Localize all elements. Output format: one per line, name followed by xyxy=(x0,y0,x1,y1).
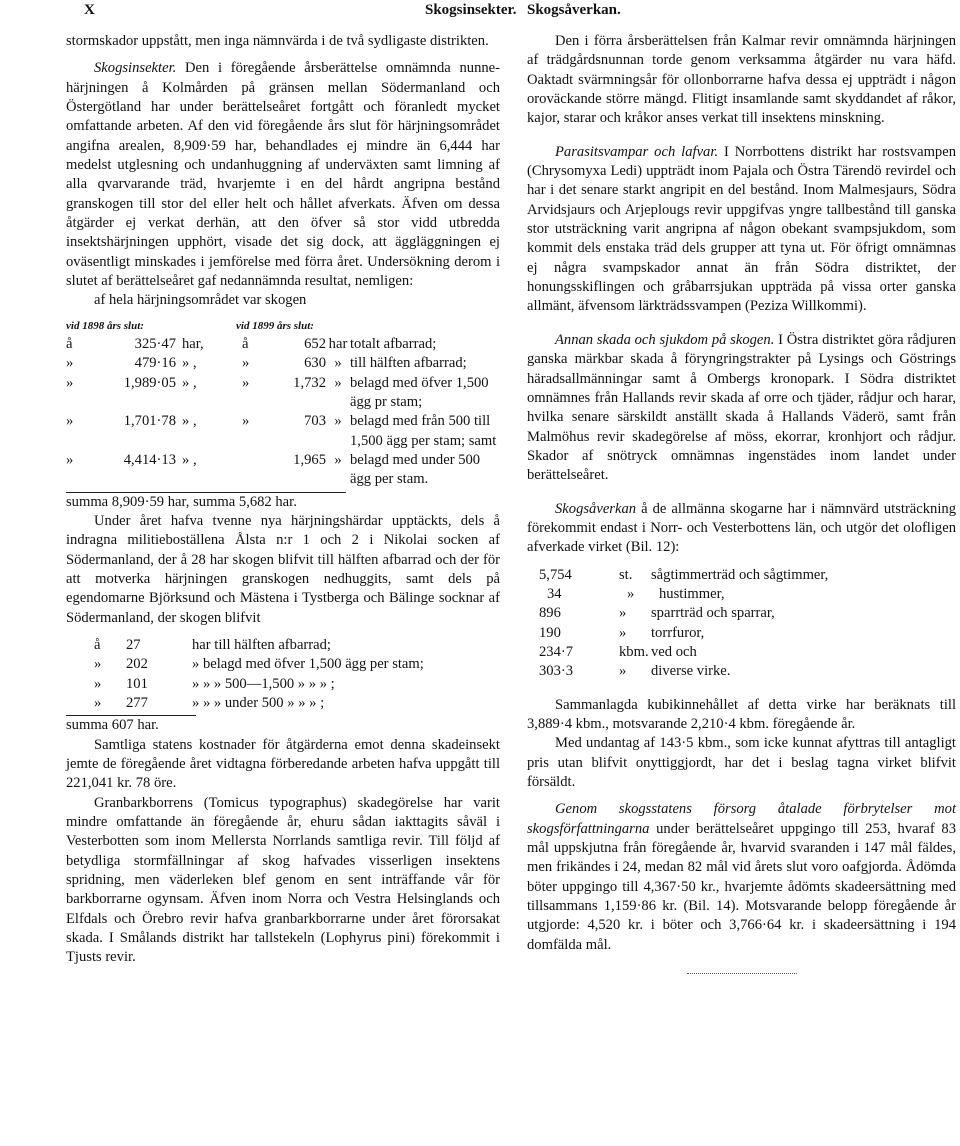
table-row: 234·7 kbm. ved och xyxy=(539,643,697,660)
table-row: 896 » sparrträd och sparrar, xyxy=(539,605,775,622)
table-row: » 479·16 » , » 630 » till hälften afbarrad; xyxy=(66,355,467,372)
paragraph-fungi: Parasitsvampar och lafvar. I Norrbottens distrikt har rostsvampen (Chrysomyxa Ledi) uppträdt inom Pajala och Östra Tärendö revirdel och har i det senare starkt angripit en del bestånd. Inom Malmesjaurs, Södra Arvidsjaurs och Arjeplougs revir uppgifvas yngre tallbestånd till ganska stor utsträckning varit angripna af någon obekant svampsjukdom, som kommit dels enstaka träd dels grupper att tyna ut. För öfrigt omnämnas ej några svampskador annat än från Södra distriktet, der honungsskiflingen och gråbarrsjukan uppträda på vissa orter ganska allmänt, äfvensom lärkträdssvampen (Peziza Willkommi). xyxy=(527,143,957,315)
paragraph-volume: Sammanlagda kubikinnehållet af detta virke har beräknats till 3,889·4 kbm., motsvarande 2,210·4 kbm. föregående år. xyxy=(527,696,956,732)
paragraph-game-damage: Annan skada och sjukdom på skogen. I Östra distriktet göra rådjuren ganska märkbar skada å föryngringstrakter på Lysings och Göstrings häradsallmänningar samt å Ombergs kronopark. I Södra distriktet omnämnes från Hallands revir skada af orre och tjäder, rådjur och harar, hvilka senare särskildt anställt skada å Hallands Väderö, samt från Malmöhus revir skadegörelse af möss, ekorrar, kronhjort och rådjur. Skador af snötryck omnämnas ingenstädes inom landet under berättelseåret. xyxy=(527,331,956,484)
header-left-title: Skogsinsekter. xyxy=(425,2,517,18)
timber-table xyxy=(527,566,956,682)
infestation-table xyxy=(66,335,500,512)
page-header xyxy=(0,2,960,24)
table-row: å 325·47 har, å 652 har totalt afbarrad; xyxy=(66,335,437,352)
sum-line: summa 8,909·59 har, summa 5,682 har. xyxy=(66,493,297,510)
section-heading-prosecutions: Genom skogsstatens försorg åtalade förbrytelser mot skogsförfattningarna xyxy=(527,801,956,837)
table-row: » 4,414·13 » , 1,965 » belagd med under 500 ägg per stam. xyxy=(66,451,481,488)
list-item: » 277 » » » under 500 » » » ; xyxy=(94,695,325,711)
section-heading-fungi: Parasitsvampar och lafvar. xyxy=(555,143,719,160)
section-heading-damage: Annan skada och sjukdom på skogen. xyxy=(555,331,775,348)
header-mark: X xyxy=(84,2,95,18)
paragraph-costs: Samtliga statens kostnader för åtgärderna emot denna skadeinsekt jemte de föregående året vidtagna förberedande arbeten hafva uppgått till 221,041 kr. 78 öre. xyxy=(66,736,500,792)
list-item: å 27 har till hälften afbarrad; xyxy=(94,636,331,653)
right-column xyxy=(527,32,956,974)
table-row: 190 » torrfuror, xyxy=(539,624,705,641)
paragraph-seized-timber: Med undantag af 143·5 kbm., som icke kunnat afyttras till antagligt pris utan blifvit onyttiggjordt, har det i beslag tagna virket blifvit försäldt. xyxy=(527,735,956,791)
table-header xyxy=(66,317,500,335)
table-row: » 1,701·78 » , » 703 » belagd med från 500 till 1,500 ägg per stam; samt xyxy=(66,413,497,449)
paragraph-bark-beetle: Granbarkborrens (Tomicus typographus) skadegörelse har varit mindre omfattande än föregående år, ehuru sådan iakttagits såväl i Vesterbotten som inom Mellersta Norrlands samtliga revir. Till följd af betydliga stormfällningar af skog hafvades visserligen insektens spridning, men väderleken blef genom en sent inträffande vår för barkborrarne ogynsam. Äfven inom Norra och Vestra Helsinglands och Elfdals och Örebro revir hafva granbarkborrarne under året förorsakat skada. I Smålands distrikt har tallstekeln (Lophyrus pini) förekommit i Tjusts revir. xyxy=(66,794,500,966)
paragraph-new-outbreaks: Under året hafva tvenne nya härjningshärdar upptäckts, dels å indragna militieboställena Ålsta n:r 1 och 2 i Nikolai socken af Södermanland, der å 28 har skogen blifvit till hälften afbarrad och der för att motverka härjningen granskogen nedhuggits, samt dels på egendomarne Björksund och Mästena i Tystberga och Bälinge socknar af Södermanland, der skogen blifvit xyxy=(66,512,500,626)
paragraph-kalmar: Den i förra årsberättelsen från Kalmar revir omnämnda härjningen af trädgårdsnunnan torde genom verksamma åtgärder nu vara häfd. Oaktadt svärmningsår för ollonborrarne hafva dessa ej uppträdt i någon oroväckande större mängd. Flitigt insamlande samt skyddandet af råkor, kajor, starar och kråkor anses verkat till insektens minskning. xyxy=(527,33,956,127)
table-row: 5,754 st. sågtimmerträd och sågtimmer, xyxy=(539,566,829,583)
table-row: 34 » hustimmer, xyxy=(547,585,725,602)
paragraph-storm: stormskador uppstått, men inga nämnvärda i de två sydligaste distrikten. xyxy=(66,33,489,49)
table-intro: af hela härjningsområdet var skogen xyxy=(94,292,307,309)
end-rule xyxy=(687,973,797,974)
paragraph-illegal-felling: Skogsåverkan å de allmänna skogarne har i nämnvärd utsträckning förekommit endast i Norr- och Vesterbottens län, och utgör det olofligen afverkade virket (Bil. 12): xyxy=(527,500,956,556)
section-heading-felling: Skogsåverkan xyxy=(555,500,637,517)
section-heading-insects: Skogsinsekter. xyxy=(94,60,177,77)
list-item: » 202 » belagd med öfver 1,500 ägg per stam; xyxy=(94,656,424,673)
header-1898: vid 1898 års slut: xyxy=(66,319,144,332)
paragraph-insects: Skogsinsekter. Den i föregående årsberättelse omnämnda nunne-härjningen å Kolmården på gränsen mellan Södermanland och Östergötland har under berättelseåret fortgått och föranledt mycket omfattande arbeten. Af den vid föregående års slut för härjningsområdet angifna arealen, 8,909·59 har, behandlades ej mindre än 6,444 har medelst utglesning och undanhuggning af underväxten samt limning af alla qvarvarande träd, hvarjemte i en del hårdt angripna bestånd granskogen till stor del eller helt och hållet afverkats. Äfven om dessa åtgärder ej verkat derhän, att den öfver så stor vidd utbredda insektshärjningen upphört, visade det sig dock, att äggläggningen ej oväsentligt minskades i jemförelse med förra året. Undersökning derom i slutet af berättelseåret gaf nedannämnda resultat, nemligen: xyxy=(66,60,500,290)
outbreak-list xyxy=(66,636,500,713)
list-sum: summa 607 har. xyxy=(66,717,159,734)
list-item: » 101 » » » 500—1,500 » » » ; xyxy=(94,675,335,692)
table-row: 303·3 » diverse virke. xyxy=(539,663,731,680)
header-1899: vid 1899 års slut: xyxy=(236,319,314,332)
left-column xyxy=(66,32,500,968)
paragraph-prosecutions: Genom skogsstatens försorg åtalade förbrytelser mot skogsförfattningarna under berättelseåret uppgingo till 253, hvaraf 83 mål uppskjutna från föregående år, hvarvid svaranden i 147 mål fäldes, men frikändes i 24, medan 82 mål vid årets slut voro oafgjorda. Ådömda böter uppgingo till 4,367·50 kr., hvarjemte ådömts skadeersättning med tillsammans 1,159·86 kr. (Bil. 14). Motsvarande belopp föregående år utgjorde: 4,520 kr. i böter och 3,766·64 kr. i skadeersättning i 194 domfälda mål. xyxy=(527,801,956,953)
header-right-title: Skogsåverkan. xyxy=(527,2,621,18)
table-row: » 1,989·05 » , » 1,732 » belagd med öfver 1,500 ägg pr stam; xyxy=(66,374,489,410)
